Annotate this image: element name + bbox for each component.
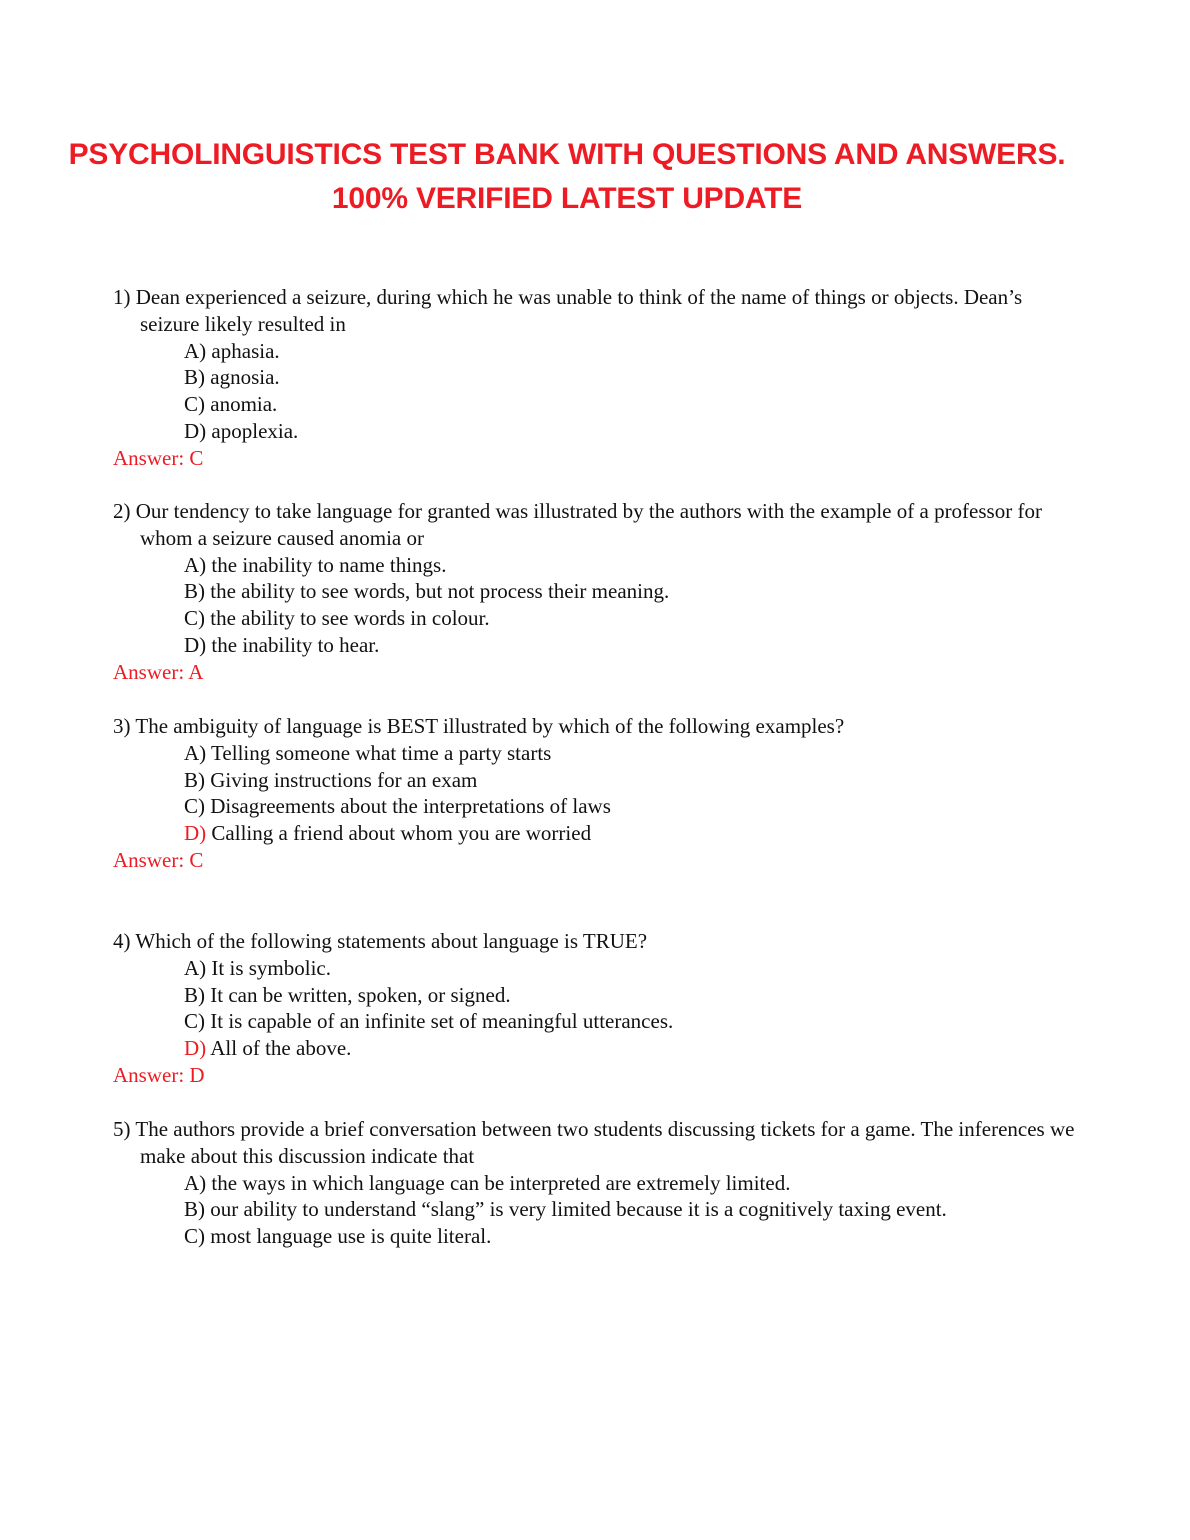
question-text: Which of the following statements about language is TRUE? <box>135 929 648 953</box>
document-title-line-2: 100% VERIFIED LATEST UPDATE <box>331 182 803 215</box>
option-letter: A) <box>184 1170 207 1195</box>
question-stem <box>113 1116 1103 1170</box>
option-text: the ability to see words, but not process their meaning. <box>210 579 670 604</box>
option-text: aphasia. <box>211 338 280 363</box>
option-letter: A) <box>184 552 207 577</box>
option-text: Disagreements about the interpretations of laws <box>210 794 611 819</box>
document-title-line-1: PSYCHOLINGUISTICS TEST BANK WITH QUESTIONS AND ANSWERS. <box>68 138 1066 171</box>
option-b <box>113 982 1073 1009</box>
option-text: our ability to understand “slang” is very limited because it is a cognitively taxing event. <box>210 1197 947 1222</box>
option-text: the ability to see words in colour. <box>210 606 490 631</box>
option-c <box>113 605 1073 632</box>
question-stem <box>113 928 1073 955</box>
answer-key: Answer: D <box>113 1062 205 1087</box>
option-a <box>113 955 1073 982</box>
question-number: 1) <box>113 285 131 309</box>
option-text: Giving instructions for an exam <box>210 767 478 792</box>
option-a <box>113 552 1073 579</box>
option-letter: D) <box>184 821 207 846</box>
option-text: agnosia. <box>210 365 280 390</box>
option-letter: B) <box>184 365 205 390</box>
option-letter: D) <box>184 632 207 657</box>
option-d <box>113 632 1073 659</box>
option-d <box>113 418 1073 445</box>
option-c <box>113 1223 1103 1250</box>
question-text: Dean experienced a seizure, during which he was unable to think of the name of things or objects. Dean’s seizure likely resulted in <box>135 285 1023 336</box>
question-3 <box>113 713 1073 874</box>
question-number: 2) <box>113 499 131 523</box>
option-d <box>113 820 1073 847</box>
option-c <box>113 391 1073 418</box>
option-letter: C) <box>184 392 205 417</box>
question-5 <box>113 1116 1103 1250</box>
question-text: Our tendency to take language for granted was illustrated by the authors with the example of a professor for whom a seizure caused anomia or <box>135 499 1042 550</box>
option-letter: B) <box>184 579 205 604</box>
option-text: It is capable of an infinite set of meaningful utterances. <box>210 1009 674 1034</box>
question-text: The ambiguity of language is BEST illustrated by which of the following examples? <box>135 714 845 738</box>
option-letter: A) <box>184 338 207 363</box>
option-b <box>113 767 1073 794</box>
option-text: apoplexia. <box>211 418 299 443</box>
option-letter: D) <box>184 418 207 443</box>
option-text: the ways in which language can be interpreted are extremely limited. <box>211 1170 791 1195</box>
question-number: 4) <box>113 929 131 953</box>
option-text: anomia. <box>210 392 278 417</box>
question-stem <box>113 498 1073 552</box>
question-stem <box>113 713 1073 740</box>
option-text: most language use is quite literal. <box>210 1224 492 1249</box>
option-letter: D) <box>184 1036 207 1061</box>
option-b <box>113 364 1073 391</box>
option-a <box>113 740 1073 767</box>
option-a <box>113 1170 1103 1197</box>
answer-key: Answer: C <box>113 445 204 470</box>
option-text: the inability to name things. <box>211 552 447 577</box>
option-a <box>113 338 1073 365</box>
option-text: Calling a friend about whom you are worried <box>211 821 592 846</box>
option-c <box>113 1008 1073 1035</box>
option-text: the inability to hear. <box>211 632 380 657</box>
option-b <box>113 578 1073 605</box>
option-text: It can be written, spoken, or signed. <box>210 982 511 1007</box>
option-text: Telling someone what time a party starts <box>211 740 552 765</box>
option-letter: B) <box>184 982 205 1007</box>
option-d <box>113 1035 1073 1062</box>
question-1 <box>113 284 1073 472</box>
answer-key: Answer: A <box>113 659 204 684</box>
question-number: 5) <box>113 1117 131 1141</box>
option-text: It is symbolic. <box>211 955 332 980</box>
option-letter: C) <box>184 606 205 631</box>
option-c <box>113 793 1073 820</box>
option-text: All of the above. <box>210 1036 352 1061</box>
option-letter: B) <box>184 767 205 792</box>
question-number: 3) <box>113 714 131 738</box>
question-stem <box>113 284 1073 338</box>
question-2 <box>113 498 1073 686</box>
question-text: The authors provide a brief conversation between two students discussing tickets for a game. The inferences we make about this discussion indicate that <box>135 1117 1075 1168</box>
option-letter: B) <box>184 1197 205 1222</box>
option-letter: C) <box>184 1224 205 1249</box>
question-4 <box>113 928 1073 1089</box>
option-letter: C) <box>184 1009 205 1034</box>
option-letter: A) <box>184 740 207 765</box>
option-letter: A) <box>184 955 207 980</box>
answer-key: Answer: C <box>113 847 204 872</box>
option-letter: C) <box>184 794 205 819</box>
option-b <box>113 1196 1103 1223</box>
